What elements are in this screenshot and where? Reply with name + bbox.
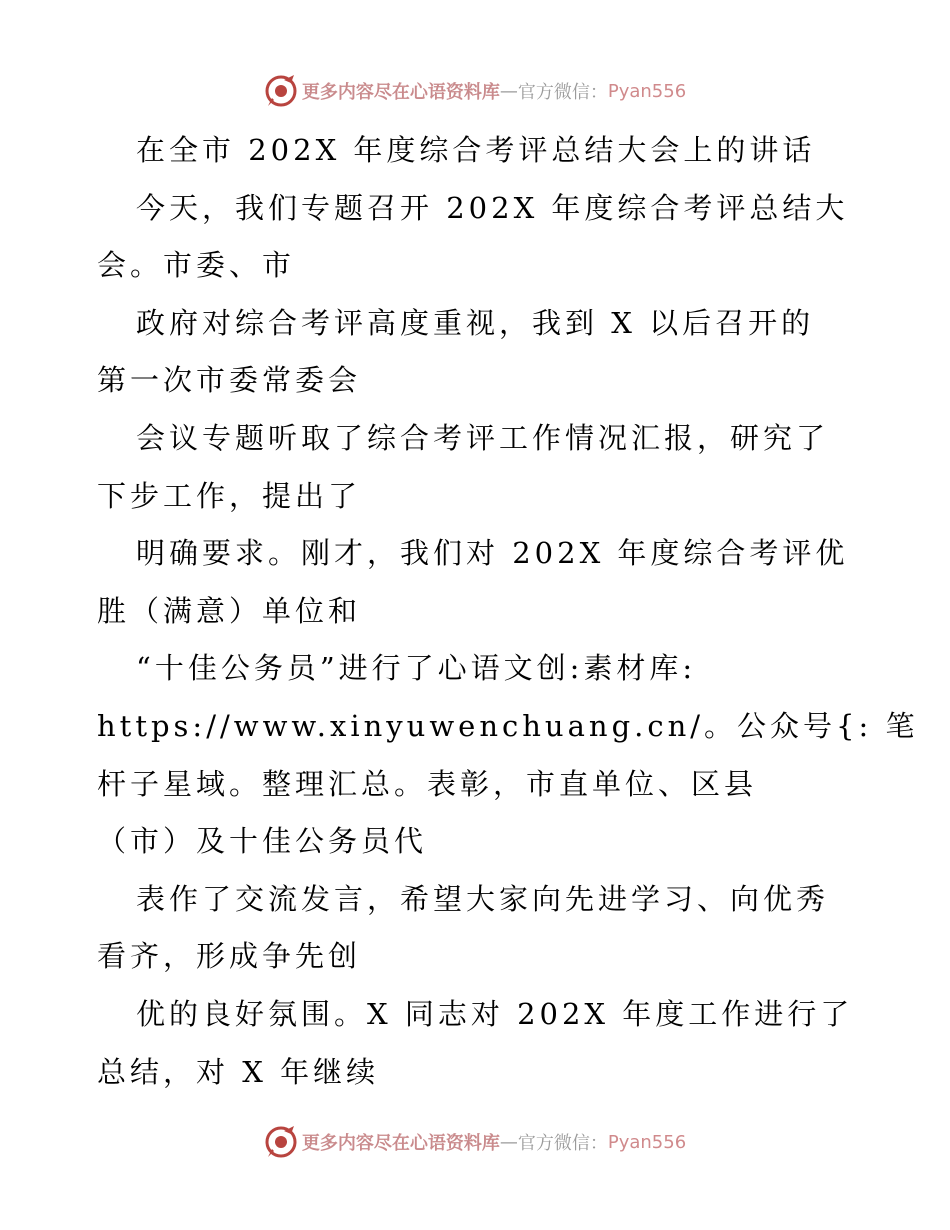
text-line: 下步工作，提出了: [97, 478, 362, 513]
footer-banner: [0, 1122, 950, 1162]
brand-logo-icon: [264, 1125, 298, 1159]
header-banner: [0, 71, 950, 111]
text-line: 表作了交流发言，希望大家向先进学习、向优秀: [136, 881, 830, 916]
text-line: 杆子星域。整理汇总。表彰，市直单位、区县: [97, 766, 758, 801]
brand-text: 更多内容尽在心语资料库: [301, 82, 500, 103]
wechat-label: 官方微信：: [517, 82, 608, 103]
banner-separator: —: [499, 80, 518, 102]
document-body: [97, 122, 919, 1101]
document-title: 在全市 202X 年度综合考评总结大会上的讲话: [136, 133, 816, 167]
text-line: 优的良好氛围。X 同志对 202X 年度工作进行了: [136, 996, 854, 1031]
text-line: 看齐，形成争先创: [97, 939, 362, 974]
text-line: 胜（满意）单位和: [97, 593, 362, 628]
banner-separator: —: [499, 1131, 518, 1153]
text-line: 今天，我们专题召开 202X 年度综合考评总结大: [136, 190, 849, 225]
text-line: https://www.xinyuwenchuang.cn/。公众号{: 笔: [97, 708, 919, 743]
brand-text: 更多内容尽在心语资料库: [301, 1133, 500, 1154]
text-line: 会。市委、市: [97, 248, 296, 283]
text-line: 会议专题听取了综合考评工作情况汇报，研究了: [136, 420, 830, 455]
text-line: 第一次市委常委会: [97, 363, 362, 398]
wechat-id: Pyan556: [607, 1131, 687, 1153]
text-line: 政府对综合考评高度重视，我到 X 以后召开的: [136, 305, 815, 340]
text-line: 总结，对 X 年继续: [97, 1054, 380, 1089]
brand-logo-icon: [264, 74, 298, 108]
text-line: 明确要求。刚才，我们对 202X 年度综合考评优: [136, 536, 849, 571]
text-line: “十佳公务员”进行了心语文创:素材库:: [136, 651, 697, 686]
wechat-label: 官方微信：: [517, 1133, 608, 1154]
wechat-id: Pyan556: [607, 80, 687, 102]
text-line: （市）及十佳公务员代: [97, 824, 428, 859]
